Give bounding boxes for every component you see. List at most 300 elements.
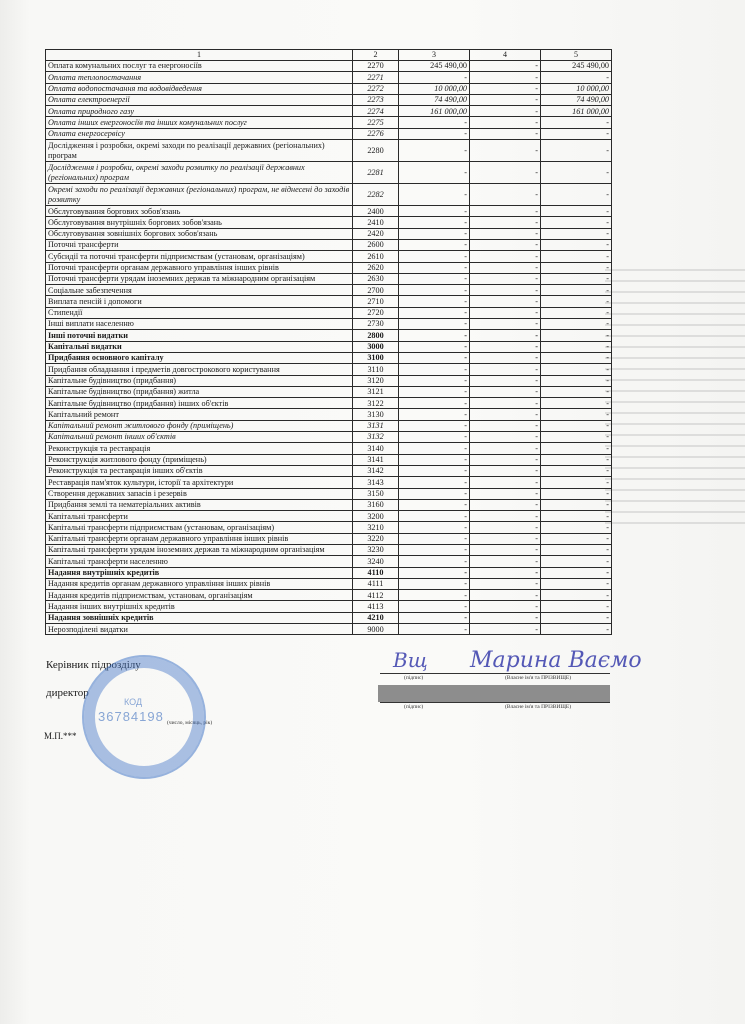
row-value-col3: - bbox=[399, 612, 470, 623]
table-row bbox=[46, 432, 612, 443]
row-value-col4: - bbox=[470, 409, 541, 420]
row-value-col5: - bbox=[541, 273, 612, 284]
table-row bbox=[46, 251, 612, 262]
row-code-cell: 3160 bbox=[353, 499, 399, 510]
table-row bbox=[46, 398, 612, 409]
row-name-cell: Капітальні трансферти органам державного управління інших рівнів bbox=[46, 533, 353, 544]
row-value-col3: - bbox=[399, 262, 470, 273]
row-value-col4: - bbox=[470, 319, 541, 330]
row-value-col3: - bbox=[399, 624, 470, 635]
row-value-col4: - bbox=[470, 590, 541, 601]
row-name-cell: Поточні трансферти bbox=[46, 239, 353, 250]
row-name-cell: Оплата енергосервісу bbox=[46, 128, 353, 139]
row-value-col3: - bbox=[399, 601, 470, 612]
row-value-col3: 10 000,00 bbox=[399, 83, 470, 94]
row-value-col5: 10 000,00 bbox=[541, 83, 612, 94]
row-code-cell: 2275 bbox=[353, 117, 399, 128]
row-value-col3: - bbox=[399, 184, 470, 206]
table-row bbox=[46, 590, 612, 601]
row-value-col5: - bbox=[541, 285, 612, 296]
row-value-col3: - bbox=[399, 128, 470, 139]
table-row bbox=[46, 184, 612, 206]
row-value-col3: - bbox=[399, 228, 470, 239]
row-value-col3: - bbox=[399, 443, 470, 454]
row-value-col3: - bbox=[399, 375, 470, 386]
row-value-col4: - bbox=[470, 454, 541, 465]
row-value-col4: - bbox=[470, 612, 541, 623]
table-row bbox=[46, 454, 612, 465]
row-name-cell: Капітальні трансферти урядам іноземних держав та міжнародним організаціям bbox=[46, 544, 353, 555]
row-value-col4: - bbox=[470, 217, 541, 228]
row-value-col5: - bbox=[541, 522, 612, 533]
row-value-col3: - bbox=[399, 72, 470, 83]
row-name-cell: Обслуговування внутрішніх боргових зобов'язань bbox=[46, 217, 353, 228]
row-code-cell: 2271 bbox=[353, 72, 399, 83]
row-name-cell: Поточні трансферти органам державного управління інших рівнів bbox=[46, 262, 353, 273]
row-value-col3: - bbox=[399, 319, 470, 330]
row-name-cell: Надання зовнішніх кредитів bbox=[46, 612, 353, 623]
row-value-col5: - bbox=[541, 488, 612, 499]
row-value-col4: - bbox=[470, 398, 541, 409]
row-code-cell: 4112 bbox=[353, 590, 399, 601]
row-name-cell: Оплата природного газу bbox=[46, 106, 353, 117]
table-row bbox=[46, 239, 612, 250]
row-code-cell: 9000 bbox=[353, 624, 399, 635]
row-code-cell: 2272 bbox=[353, 83, 399, 94]
row-value-col4: - bbox=[470, 83, 541, 94]
row-code-cell: 2600 bbox=[353, 239, 399, 250]
row-code-cell: 2630 bbox=[353, 273, 399, 284]
row-code-cell: 3132 bbox=[353, 432, 399, 443]
row-value-col5: - bbox=[541, 432, 612, 443]
row-name-cell: Надання кредитів підприємствам, установам, організаціям bbox=[46, 590, 353, 601]
row-value-col5: - bbox=[541, 319, 612, 330]
row-code-cell: 3150 bbox=[353, 488, 399, 499]
row-name-cell: Обслуговування зовнішніх боргових зобов'язань bbox=[46, 228, 353, 239]
stamp-code-label: КОД bbox=[124, 697, 143, 707]
row-value-col5: - bbox=[541, 162, 612, 184]
row-value-col3: - bbox=[399, 341, 470, 352]
row-value-col5: - bbox=[541, 398, 612, 409]
table-row bbox=[46, 262, 612, 273]
table-header-row bbox=[46, 50, 612, 61]
row-value-col4: - bbox=[470, 364, 541, 375]
row-code-cell: 3143 bbox=[353, 477, 399, 488]
row-value-col3: - bbox=[399, 239, 470, 250]
row-name-cell: Капітальний ремонт інших об'єктів bbox=[46, 432, 353, 443]
row-code-cell: 2720 bbox=[353, 307, 399, 318]
row-name-cell: Оплата комунальних послуг та енергоносіїв bbox=[46, 61, 353, 72]
row-value-col4: - bbox=[470, 117, 541, 128]
signature-line-2 bbox=[380, 702, 610, 703]
row-value-col4: - bbox=[470, 533, 541, 544]
row-value-col3: - bbox=[399, 567, 470, 578]
row-name-cell: Придбання землі та нематеріальних активів bbox=[46, 499, 353, 510]
row-value-col5: - bbox=[541, 386, 612, 397]
row-value-col4: - bbox=[470, 206, 541, 217]
row-value-col4: - bbox=[470, 140, 541, 162]
handwritten-name: Марина Ваємо bbox=[470, 648, 642, 673]
row-name-cell: Капітальне будівництво (придбання) bbox=[46, 375, 353, 386]
row-code-cell: 3122 bbox=[353, 398, 399, 409]
row-value-col4: - bbox=[470, 61, 541, 72]
row-name-cell: Капітальні видатки bbox=[46, 341, 353, 352]
row-value-col3: - bbox=[399, 432, 470, 443]
table-row bbox=[46, 624, 612, 635]
row-value-col4: - bbox=[470, 341, 541, 352]
row-code-cell: 4110 bbox=[353, 567, 399, 578]
table-row bbox=[46, 511, 612, 522]
row-value-col3: - bbox=[399, 140, 470, 162]
date-caption: (число, місяць, рік) bbox=[167, 720, 213, 726]
row-value-col4: - bbox=[470, 477, 541, 488]
bleed-through-text bbox=[605, 260, 745, 820]
row-code-cell: 2730 bbox=[353, 319, 399, 330]
row-value-col5: - bbox=[541, 454, 612, 465]
row-value-col3: - bbox=[399, 499, 470, 510]
row-code-cell: 3120 bbox=[353, 375, 399, 386]
row-name-cell: Капітальний ремонт bbox=[46, 409, 353, 420]
table-row bbox=[46, 612, 612, 623]
row-value-col5: - bbox=[541, 251, 612, 262]
row-code-cell: 2276 bbox=[353, 128, 399, 139]
director-label: директор bbox=[46, 687, 89, 699]
row-value-col3: 74 490,00 bbox=[399, 94, 470, 105]
row-value-col3: - bbox=[399, 522, 470, 533]
row-value-col5: - bbox=[541, 624, 612, 635]
row-value-col4: - bbox=[470, 228, 541, 239]
row-name-cell: Реконструкція та реставрація bbox=[46, 443, 353, 454]
row-code-cell: 3210 bbox=[353, 522, 399, 533]
row-value-col3: - bbox=[399, 217, 470, 228]
row-value-col5: - bbox=[541, 239, 612, 250]
table-row bbox=[46, 601, 612, 612]
row-name-cell: Капітальні трансферти bbox=[46, 511, 353, 522]
row-value-col5: - bbox=[541, 443, 612, 454]
row-code-cell: 4210 bbox=[353, 612, 399, 623]
row-value-col3: - bbox=[399, 251, 470, 262]
row-name-cell: Нерозподілені видатки bbox=[46, 624, 353, 635]
row-value-col5: - bbox=[541, 556, 612, 567]
row-code-cell: 3200 bbox=[353, 511, 399, 522]
row-value-col5: - bbox=[541, 477, 612, 488]
row-value-col4: - bbox=[470, 624, 541, 635]
table-row bbox=[46, 217, 612, 228]
table-row bbox=[46, 556, 612, 567]
row-value-col3: - bbox=[399, 544, 470, 555]
row-value-col3: - bbox=[399, 386, 470, 397]
row-name-cell: Соціальне забезпечення bbox=[46, 285, 353, 296]
row-code-cell: 2273 bbox=[353, 94, 399, 105]
row-value-col5: - bbox=[541, 206, 612, 217]
row-value-col3: - bbox=[399, 307, 470, 318]
expense-table bbox=[45, 49, 612, 635]
row-code-cell: 2620 bbox=[353, 262, 399, 273]
row-value-col5: - bbox=[541, 128, 612, 139]
row-value-col4: - bbox=[470, 285, 541, 296]
name-caption-2: (Власне ім'я та ПРІЗВИЩЕ) bbox=[505, 704, 572, 710]
table-row bbox=[46, 578, 612, 589]
name-caption-1: (Власне ім'я та ПРІЗВИЩЕ) bbox=[505, 675, 572, 681]
row-value-col5: 161 000,00 bbox=[541, 106, 612, 117]
row-value-col5: - bbox=[541, 330, 612, 341]
table-row bbox=[46, 296, 612, 307]
handwritten-signature: Вщ bbox=[393, 648, 428, 672]
organization-stamp bbox=[82, 655, 206, 779]
table-row bbox=[46, 330, 612, 341]
row-value-col3: - bbox=[399, 454, 470, 465]
row-name-cell: Реконструкція житлового фонду (приміщень) bbox=[46, 454, 353, 465]
row-code-cell: 3240 bbox=[353, 556, 399, 567]
row-value-col5: - bbox=[541, 364, 612, 375]
header-cell-5: 5 bbox=[541, 50, 612, 61]
row-name-cell: Капітальний ремонт житлового фонду (приміщень) bbox=[46, 420, 353, 431]
row-value-col3: - bbox=[399, 420, 470, 431]
row-name-cell: Капітальні трансферти населенню bbox=[46, 556, 353, 567]
redacted-bar bbox=[378, 685, 610, 702]
header-cell-1: 1 bbox=[46, 50, 353, 61]
row-code-cell: 4113 bbox=[353, 601, 399, 612]
signature-line-1 bbox=[380, 673, 610, 674]
row-value-col3: - bbox=[399, 511, 470, 522]
row-code-cell: 3140 bbox=[353, 443, 399, 454]
row-value-col5: - bbox=[541, 590, 612, 601]
table-row bbox=[46, 364, 612, 375]
row-value-col5: - bbox=[541, 228, 612, 239]
row-name-cell: Інші поточні видатки bbox=[46, 330, 353, 341]
table-row bbox=[46, 61, 612, 72]
row-value-col5: - bbox=[541, 352, 612, 363]
row-value-col3: - bbox=[399, 398, 470, 409]
row-value-col5: 74 490,00 bbox=[541, 94, 612, 105]
row-name-cell: Оплата теплопостачання bbox=[46, 72, 353, 83]
row-code-cell: 3121 bbox=[353, 386, 399, 397]
row-value-col4: - bbox=[470, 522, 541, 533]
row-code-cell: 3220 bbox=[353, 533, 399, 544]
table-row bbox=[46, 499, 612, 510]
row-name-cell: Дослідження і розробки, окремі заходи по реалізації державних (регіональних) програм bbox=[46, 140, 353, 162]
row-code-cell: 2270 bbox=[353, 61, 399, 72]
row-value-col4: - bbox=[470, 307, 541, 318]
table-row bbox=[46, 465, 612, 476]
row-name-cell: Надання внутрішніх кредитів bbox=[46, 567, 353, 578]
row-code-cell: 3142 bbox=[353, 465, 399, 476]
row-value-col4: - bbox=[470, 488, 541, 499]
row-value-col5: - bbox=[541, 533, 612, 544]
row-name-cell: Стипендії bbox=[46, 307, 353, 318]
stamp-code-number: 36784198 bbox=[98, 709, 164, 724]
row-value-col5: - bbox=[541, 341, 612, 352]
table-row bbox=[46, 117, 612, 128]
row-code-cell: 2281 bbox=[353, 162, 399, 184]
row-value-col5: - bbox=[541, 296, 612, 307]
row-value-col5: - bbox=[541, 184, 612, 206]
row-code-cell: 2710 bbox=[353, 296, 399, 307]
row-value-col3: - bbox=[399, 364, 470, 375]
row-code-cell: 2274 bbox=[353, 106, 399, 117]
row-value-col4: - bbox=[470, 386, 541, 397]
row-name-cell: Створення державних запасів і резервів bbox=[46, 488, 353, 499]
row-value-col5: - bbox=[541, 420, 612, 431]
row-value-col4: - bbox=[470, 162, 541, 184]
table-row bbox=[46, 386, 612, 397]
row-name-cell: Субсидії та поточні трансферти підприємствам (установам, організаціям) bbox=[46, 251, 353, 262]
row-value-col3: - bbox=[399, 206, 470, 217]
table-row bbox=[46, 319, 612, 330]
row-code-cell: 3100 bbox=[353, 352, 399, 363]
table-row bbox=[46, 533, 612, 544]
row-code-cell: 3141 bbox=[353, 454, 399, 465]
row-code-cell: 2700 bbox=[353, 285, 399, 296]
table-row bbox=[46, 488, 612, 499]
row-value-col3: - bbox=[399, 578, 470, 589]
table-row bbox=[46, 443, 612, 454]
row-name-cell: Надання кредитів органам державного управління інших рівнів bbox=[46, 578, 353, 589]
table-row bbox=[46, 544, 612, 555]
row-name-cell: Надання інших внутрішніх кредитів bbox=[46, 601, 353, 612]
table-row bbox=[46, 420, 612, 431]
row-value-col3: - bbox=[399, 117, 470, 128]
row-value-col4: - bbox=[470, 72, 541, 83]
row-name-cell: Реконструкція та реставрація інших об'єктів bbox=[46, 465, 353, 476]
signature-caption-1: (підпис) bbox=[404, 675, 424, 681]
row-value-col3: - bbox=[399, 330, 470, 341]
row-value-col3: - bbox=[399, 285, 470, 296]
row-name-cell: Придбання основного капіталу bbox=[46, 352, 353, 363]
row-value-col4: - bbox=[470, 296, 541, 307]
row-value-col4: - bbox=[470, 556, 541, 567]
row-name-cell: Окремі заходи по реалізації державних (регіональних) програм, не віднесені до заходів розвитку bbox=[46, 184, 353, 206]
row-code-cell: 2280 bbox=[353, 140, 399, 162]
table-body bbox=[46, 61, 612, 635]
table-row bbox=[46, 72, 612, 83]
row-code-cell: 3131 bbox=[353, 420, 399, 431]
row-value-col5: - bbox=[541, 140, 612, 162]
row-code-cell: 3110 bbox=[353, 364, 399, 375]
row-value-col4: - bbox=[470, 499, 541, 510]
row-value-col3: - bbox=[399, 533, 470, 544]
row-name-cell: Обслуговування боргових зобов'язань bbox=[46, 206, 353, 217]
row-value-col4: - bbox=[470, 94, 541, 105]
row-value-col5: - bbox=[541, 465, 612, 476]
row-name-cell: Придбання обладнання і предметів довгострокового користування bbox=[46, 364, 353, 375]
table-row bbox=[46, 273, 612, 284]
header-cell-3: 3 bbox=[399, 50, 470, 61]
mp-label: М.П.*** bbox=[44, 731, 77, 741]
table-row bbox=[46, 106, 612, 117]
row-value-col5: - bbox=[541, 511, 612, 522]
row-value-col5: - bbox=[541, 217, 612, 228]
row-value-col4: - bbox=[470, 184, 541, 206]
row-value-col3: - bbox=[399, 590, 470, 601]
head-of-unit-label: Керівник підрозділу bbox=[46, 659, 141, 671]
row-value-col3: - bbox=[399, 352, 470, 363]
row-code-cell: 2800 bbox=[353, 330, 399, 341]
row-value-col4: - bbox=[470, 567, 541, 578]
row-code-cell: 2410 bbox=[353, 217, 399, 228]
signature-caption-2: (підпис) bbox=[404, 704, 424, 710]
row-name-cell: Інші виплати населенню bbox=[46, 319, 353, 330]
row-name-cell: Капітальне будівництво (придбання) інших об'єктів bbox=[46, 398, 353, 409]
row-code-cell: 2282 bbox=[353, 184, 399, 206]
row-code-cell: 3230 bbox=[353, 544, 399, 555]
row-name-cell: Дослідження і розробки, окремі заходи розвитку по реалізації державних (регіональних) програм bbox=[46, 162, 353, 184]
table-row bbox=[46, 567, 612, 578]
row-value-col4: - bbox=[470, 239, 541, 250]
row-name-cell: Капітальне будівництво (придбання) житла bbox=[46, 386, 353, 397]
row-value-col5: - bbox=[541, 375, 612, 386]
row-value-col4: - bbox=[470, 511, 541, 522]
row-value-col4: - bbox=[470, 106, 541, 117]
row-value-col5: - bbox=[541, 409, 612, 420]
row-value-col3: - bbox=[399, 296, 470, 307]
row-code-cell: 2610 bbox=[353, 251, 399, 262]
row-value-col3: - bbox=[399, 409, 470, 420]
table-row bbox=[46, 341, 612, 352]
row-value-col5: 245 490,00 bbox=[541, 61, 612, 72]
row-value-col4: - bbox=[470, 330, 541, 341]
table-row bbox=[46, 162, 612, 184]
row-value-col3: - bbox=[399, 162, 470, 184]
row-value-col5: - bbox=[541, 612, 612, 623]
row-value-col5: - bbox=[541, 578, 612, 589]
row-value-col4: - bbox=[470, 420, 541, 431]
row-value-col4: - bbox=[470, 352, 541, 363]
row-name-cell: Оплата інших енергоносіїв та інших комунальних послуг bbox=[46, 117, 353, 128]
row-value-col4: - bbox=[470, 465, 541, 476]
row-name-cell: Оплата електроенергії bbox=[46, 94, 353, 105]
table-row bbox=[46, 228, 612, 239]
row-value-col3: - bbox=[399, 556, 470, 567]
row-value-col4: - bbox=[470, 601, 541, 612]
row-name-cell: Реставрація пам'яток культури, історії та архітектури bbox=[46, 477, 353, 488]
row-code-cell: 4111 bbox=[353, 578, 399, 589]
row-value-col4: - bbox=[470, 432, 541, 443]
row-value-col5: - bbox=[541, 567, 612, 578]
row-value-col5: - bbox=[541, 117, 612, 128]
row-name-cell: Капітальні трансферти підприємствам (установам, організаціям) bbox=[46, 522, 353, 533]
row-value-col5: - bbox=[541, 262, 612, 273]
table-row bbox=[46, 128, 612, 139]
table-row bbox=[46, 285, 612, 296]
table-row bbox=[46, 522, 612, 533]
row-value-col4: - bbox=[470, 578, 541, 589]
table-row bbox=[46, 409, 612, 420]
table-row bbox=[46, 477, 612, 488]
row-value-col4: - bbox=[470, 544, 541, 555]
row-value-col4: - bbox=[470, 128, 541, 139]
row-code-cell: 2400 bbox=[353, 206, 399, 217]
row-value-col3: - bbox=[399, 488, 470, 499]
row-code-cell: 3000 bbox=[353, 341, 399, 352]
table-row bbox=[46, 352, 612, 363]
row-value-col3: - bbox=[399, 465, 470, 476]
table-row bbox=[46, 206, 612, 217]
row-value-col5: - bbox=[541, 601, 612, 612]
row-value-col5: - bbox=[541, 72, 612, 83]
row-value-col3: 161 000,00 bbox=[399, 106, 470, 117]
table-row bbox=[46, 83, 612, 94]
row-value-col3: 245 490,00 bbox=[399, 61, 470, 72]
table-row bbox=[46, 375, 612, 386]
table-row bbox=[46, 94, 612, 105]
row-value-col4: - bbox=[470, 273, 541, 284]
row-value-col5: - bbox=[541, 544, 612, 555]
row-value-col5: - bbox=[541, 499, 612, 510]
header-cell-4: 4 bbox=[470, 50, 541, 61]
row-value-col4: - bbox=[470, 375, 541, 386]
row-value-col3: - bbox=[399, 273, 470, 284]
